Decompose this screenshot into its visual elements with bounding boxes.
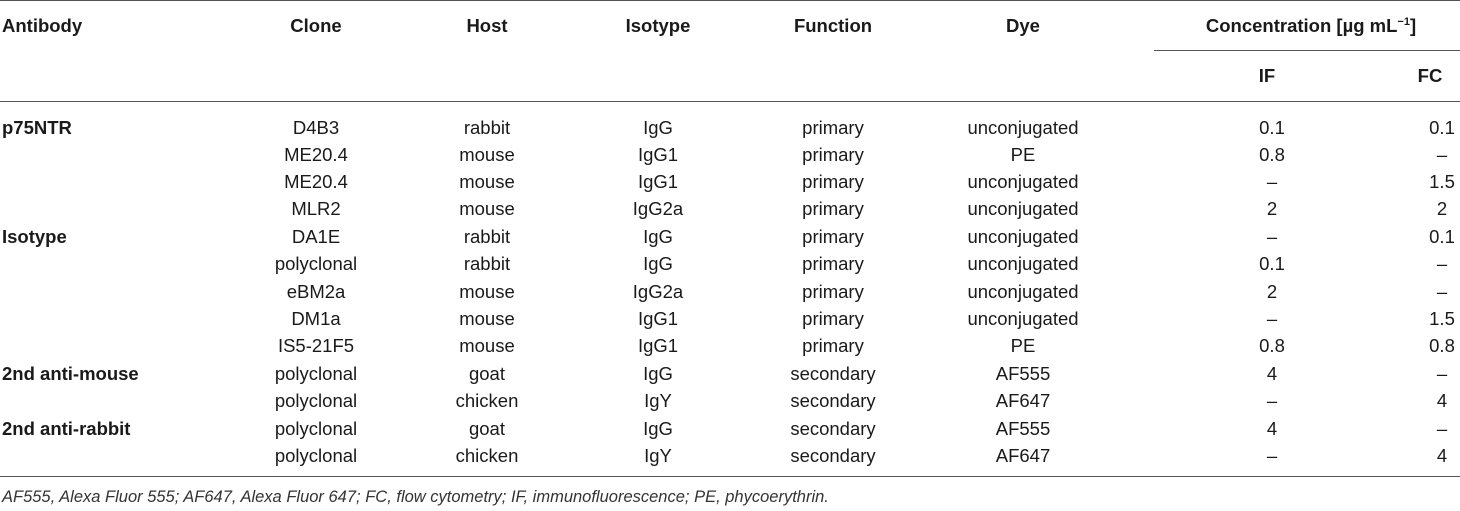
cell-host: goat [468, 362, 505, 384]
cell-antibody: 2nd anti-mouse [2, 362, 139, 384]
cell-clone: polyclonal [200, 442, 432, 476]
table-footnote: AF555, Alexa Fluor 555; AF647, Alexa Fluor 647; FC, flow cytometry; IF, immunofluorescence; PE, phycoerythrin. [2, 488, 829, 506]
cell-dye: unconjugated [967, 198, 1079, 220]
cell-isotype: IgG2a [632, 280, 684, 302]
cell-antibody: Isotype [2, 225, 67, 247]
cell-function: primary [802, 198, 864, 220]
cell-host: rabbit [463, 253, 511, 275]
header-function: Function [774, 1, 892, 102]
cell-if: – [1266, 308, 1278, 330]
cell-antibody: p75NTR [2, 116, 72, 138]
header-concentration [1154, 1, 1460, 52]
cell-if: 0.1 [1259, 253, 1285, 275]
header-clone: Clone [200, 1, 432, 102]
cell-isotype: IgG [643, 116, 673, 138]
header-if: IF [1258, 65, 1276, 86]
table-row [0, 168, 1460, 195]
table-row [0, 278, 1460, 305]
cell-antibody [0, 278, 200, 305]
cell-host: mouse [459, 335, 515, 357]
cell-function: primary [802, 116, 864, 138]
table-row [0, 388, 1460, 415]
header-concentration-label: Concentration [µg mL [1205, 15, 1398, 36]
cell-clone: DA1E [291, 225, 341, 247]
cell-clone: polyclonal [274, 390, 358, 412]
table-row [0, 102, 1460, 142]
table-row [0, 223, 1460, 250]
cell-isotype: IgG1 [637, 143, 679, 165]
cell-antibody [0, 141, 200, 168]
cell-if: 0.8 [1259, 335, 1285, 357]
cell-isotype: IgG [643, 253, 673, 275]
cell-host: mouse [459, 198, 515, 220]
cell-clone: polyclonal [274, 253, 358, 275]
cell-function: primary [802, 225, 864, 247]
cell-clone: D4B3 [292, 116, 340, 138]
table-row [0, 415, 1460, 442]
cell-isotype: IgG2a [632, 198, 684, 220]
cell-function: primary [802, 253, 864, 275]
cell-isotype: IgY [542, 442, 774, 476]
cell-dye: unconjugated [967, 280, 1079, 302]
cell-antibody [0, 196, 200, 223]
concentration-subrule [1154, 50, 1460, 51]
cell-dye: PE [1010, 143, 1036, 165]
cell-function: secondary [790, 390, 876, 412]
cell-clone: IS5-21F5 [277, 335, 355, 357]
cell-function: primary [802, 143, 864, 165]
cell-clone: ME20.4 [284, 171, 348, 193]
cell-dye: unconjugated [967, 225, 1079, 247]
cell-clone: MLR2 [291, 198, 341, 220]
cell-isotype: IgG [643, 362, 673, 384]
cell-dye: AF647 [995, 390, 1051, 412]
cell-if: 4 [1266, 362, 1278, 384]
table-row [0, 360, 1460, 387]
cell-clone: polyclonal [274, 417, 358, 439]
cell-fc: 1.5 [1429, 308, 1455, 330]
cell-fc: 4 [1310, 442, 1460, 476]
cell-dye: unconjugated [967, 171, 1079, 193]
cell-dye: unconjugated [967, 253, 1079, 275]
cell-host: chicken [432, 442, 542, 476]
table-row [0, 305, 1460, 332]
cell-function: secondary [774, 442, 892, 476]
table-row [0, 251, 1460, 278]
header-concentration-exponent: −1 [1397, 15, 1410, 28]
cell-if: 4 [1266, 417, 1278, 439]
cell-host: mouse [459, 171, 515, 193]
table-row [0, 442, 1460, 476]
table-body [0, 102, 1460, 477]
cell-fc: 4 [1436, 390, 1448, 412]
cell-host: mouse [459, 280, 515, 302]
table-row [0, 333, 1460, 360]
cell-antibody: 2nd anti-rabbit [2, 417, 131, 439]
cell-clone: eBM2a [286, 280, 346, 302]
cell-isotype: IgG1 [637, 308, 679, 330]
header-concentration-close: ] [1409, 15, 1417, 36]
cell-if: – [1266, 225, 1278, 247]
cell-function: primary [802, 280, 864, 302]
table-row [0, 196, 1460, 223]
cell-fc: – [1436, 417, 1448, 439]
cell-fc: – [1436, 253, 1448, 275]
cell-host: rabbit [463, 225, 511, 247]
cell-fc: – [1436, 143, 1448, 165]
cell-dye: AF647 [892, 442, 1154, 476]
cell-isotype: IgG1 [637, 171, 679, 193]
cell-if: 0.1 [1259, 116, 1285, 138]
cell-function: primary [802, 335, 864, 357]
cell-antibody [0, 442, 200, 476]
header-dye: Dye [892, 1, 1154, 102]
cell-fc: – [1436, 280, 1448, 302]
cell-if: – [1266, 171, 1278, 193]
table-row [0, 141, 1460, 168]
cell-dye: PE [1010, 335, 1036, 357]
cell-antibody [0, 305, 200, 332]
cell-fc: – [1436, 362, 1448, 384]
cell-clone: polyclonal [274, 362, 358, 384]
cell-clone: DM1a [291, 308, 341, 330]
cell-fc: 1.5 [1429, 171, 1455, 193]
cell-antibody [0, 168, 200, 195]
cell-if: 0.8 [1259, 143, 1285, 165]
cell-fc: 2 [1436, 198, 1448, 220]
table-header [0, 1, 1460, 102]
cell-dye: unconjugated [967, 116, 1079, 138]
cell-dye: AF555 [995, 417, 1051, 439]
cell-antibody [0, 333, 200, 360]
cell-fc: 0.8 [1429, 335, 1455, 357]
cell-host: chicken [455, 390, 519, 412]
cell-clone: ME20.4 [284, 143, 348, 165]
header-fc: FC [1417, 65, 1443, 86]
cell-host: rabbit [463, 116, 511, 138]
cell-isotype: IgG [643, 417, 673, 439]
cell-antibody [0, 388, 200, 415]
cell-dye: unconjugated [967, 308, 1079, 330]
cell-isotype: IgG [643, 225, 673, 247]
cell-host: mouse [459, 308, 515, 330]
cell-function: primary [802, 308, 864, 330]
cell-function: secondary [790, 417, 876, 439]
cell-if: 2 [1266, 280, 1278, 302]
cell-function: secondary [790, 362, 876, 384]
cell-if: – [1266, 390, 1278, 412]
cell-fc: 0.1 [1429, 116, 1455, 138]
cell-host: goat [468, 417, 505, 439]
cell-if: 2 [1266, 198, 1278, 220]
header-isotype: Isotype [542, 1, 774, 102]
cell-if: – [1154, 442, 1310, 476]
header-antibody: Antibody [0, 1, 200, 102]
header-host: Host [432, 1, 542, 102]
cell-fc: 0.1 [1429, 225, 1455, 247]
cell-dye: AF555 [995, 362, 1051, 384]
cell-function: primary [802, 171, 864, 193]
cell-antibody [0, 251, 200, 278]
cell-isotype: IgG1 [637, 335, 679, 357]
cell-isotype: IgY [644, 390, 672, 412]
cell-host: mouse [459, 143, 515, 165]
